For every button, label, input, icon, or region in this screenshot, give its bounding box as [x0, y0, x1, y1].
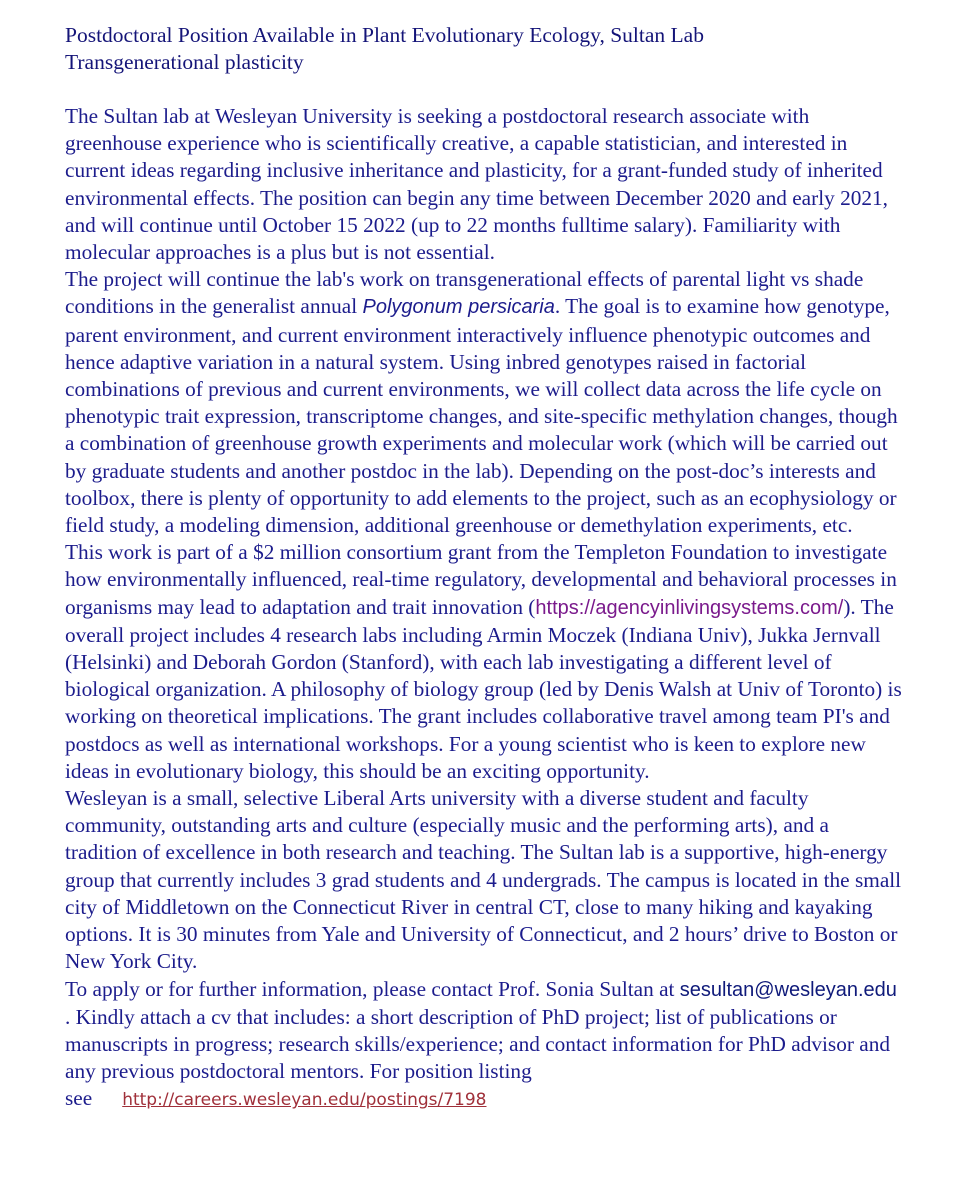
grant-text-start: This work is part of a $2 million consortium grant from the Templeton Foundation to investigate how environmentally influenced, real-time regulatory, developmental and behavioral processes in organisms may lead to adaptation and trait innovation ( [65, 540, 897, 619]
paragraph-position-overview: The Sultan lab at Wesleyan University is seeking a postdoctoral research associate with greenhouse experience who is scientifically creative, a capable statistician, and interested in current ideas regarding inclusive inheritance and plasticity, for a grant-funded study of inherited environmental effects. The position can begin any time between December 2020 and early 2021, and will continue until October 15 2022 (up to 22 months fulltime salary). Familiarity with molecular approaches is a plus but is not essential. [65, 104, 889, 265]
title-line-1: Postdoctoral Position Available in Plant Evolutionary Ecology, Sultan Lab [65, 23, 704, 47]
contact-email-link[interactable]: sesultan@wesleyan.edu [679, 978, 897, 1001]
document-body [65, 103, 905, 1115]
project-text-start: The project will continue the lab's work on transgenerational effects of parental light vs shade conditions in the generalist annual [65, 267, 864, 319]
paragraph-grant [65, 539, 905, 785]
careers-posting-link[interactable]: http://careers.wesleyan.edu/postings/7198 [122, 1090, 487, 1111]
paragraph-project [65, 266, 905, 539]
apply-text-start: To apply or for further information, please contact Prof. Sonia Sultan at [65, 976, 680, 1001]
consortium-link[interactable]: https://agencyinlivingsystems.com/ [535, 596, 844, 619]
title-line-2: Transgenerational plasticity [65, 50, 304, 74]
apply-text-end: . Kindly attach a cv that includes: a short description of PhD project; list of publications or manuscripts in progress; research skills/experience; and contact information for PhD advisor and any previous postdoctoral mentors. For position listing see [65, 1004, 891, 1111]
paragraph-wesleyan: Wesleyan is a small, selective Liberal Arts university with a diverse student and faculty community, outstanding arts and culture (especially music and the performing arts), and a tradition of excellence in both research and teaching. The Sultan lab is a supportive, high-energy group that currently includes 3 grad students and 4 undergrads. The campus is located in the small city of Middletown on the Connecticut River in central CT, close to many hiking and kayaking options. It is 30 minutes from Yale and University of Connecticut, and 2 hours’ drive to Boston or New York City. [65, 786, 902, 974]
page-title [65, 22, 704, 76]
species-name: Polygonum persicaria [362, 296, 555, 319]
project-text-end: . The goal is to examine how genotype, parent environment, and current environment interactively influence phenotypic outcomes and hence adaptive variation in a natural system. Using inbred genotypes raised in factorial combinations of previous and current environments, we will collect data across the life cycle on phenotypic trait expression, transcriptome changes, and site-specific methylation changes, though a combination of greenhouse growth experiments and molecular work (which will be carried out by graduate students and another postdoc in the lab). Depending on the post-doc’s interests and toolbox, there is plenty of opportunity to add elements to the project, such as an ecophysiology or field study, a modeling dimension, additional greenhouse or demethylation experiments, etc. [65, 294, 898, 538]
grant-text-end: ). The overall project includes 4 research labs including Armin Moczek (Indiana Univ), Jukka Jernvall (Helsinki) and Deborah Gordon (Stanford), with each lab investigating a different level of biological organization. A philosophy of biology group (led by Denis Walsh at Univ of Toronto) is working on theoretical implications. The grant includes collaborative travel among team PI's and postdocs as well as international workshops. For a young scientist who is keen to explore new ideas in evolutionary biology, this should be an exciting opportunity. [65, 594, 902, 783]
paragraph-apply [65, 976, 905, 1115]
